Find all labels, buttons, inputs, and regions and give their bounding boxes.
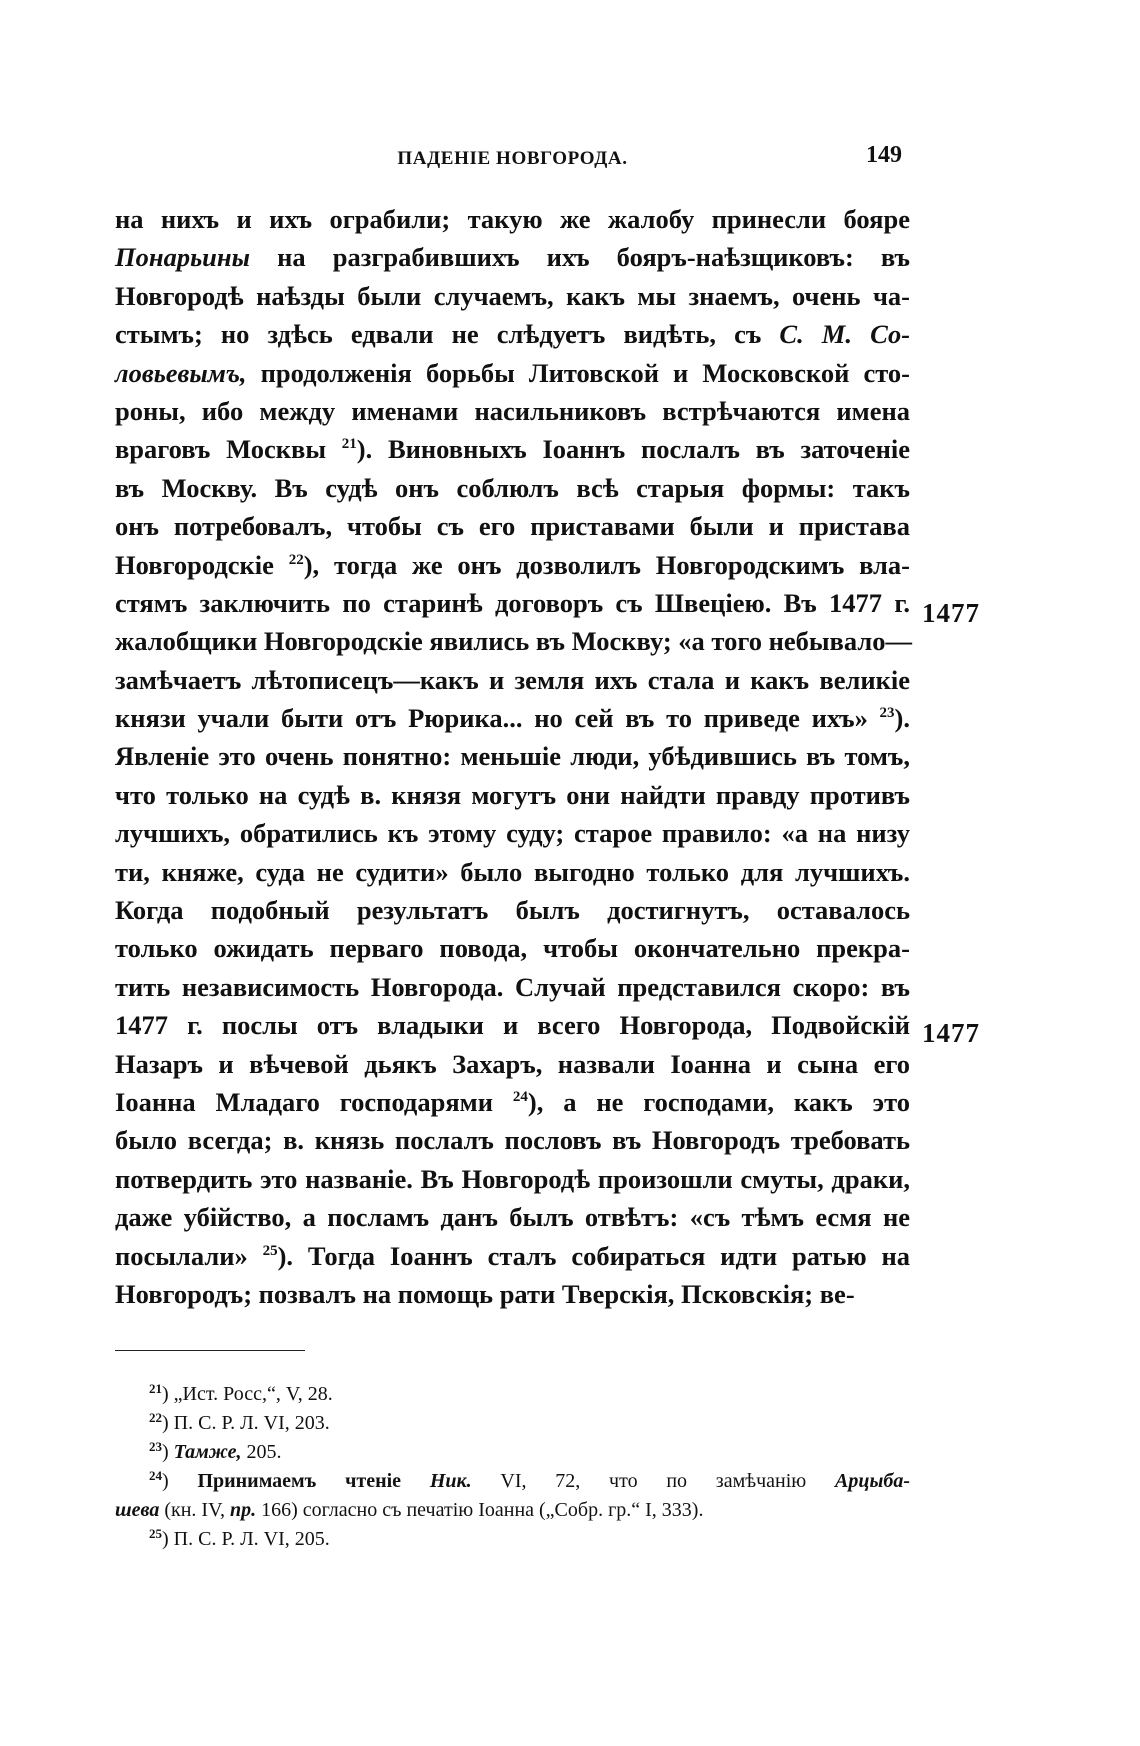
text-fragment: ). Виновныхъ Іоаннъ послалъ въ заточеніе xyxy=(356,434,911,465)
footnotes xyxy=(115,1380,910,1554)
text-line xyxy=(115,699,910,737)
footnote-marker: 24 xyxy=(149,1468,162,1483)
text-fragment: стымъ; но здѣсь едвали не слѣдуетъ видѣть, съ xyxy=(115,319,762,350)
footnote-text: П. С. Р. Л. VI, 205. xyxy=(173,1528,330,1550)
footnote-25: $^{25}$) П. С. Р. Л. VI, 205. xyxy=(149,1526,330,1550)
footnote-text: Принимаемъ чтеніе xyxy=(197,1470,402,1492)
footnote-24: $^{24}$) Принимаемъ чтеніе Ник. VI, 72, что по замѣчанію Арцыба- xyxy=(149,1468,910,1492)
text-line xyxy=(115,430,910,468)
text-fragment: ), тогда же онъ дозволилъ Новгородскимъ вла- xyxy=(303,549,910,580)
body-text xyxy=(115,200,910,1313)
footnote-marker: 22 xyxy=(149,1410,162,1425)
text-line: Когда подобный результатъ былъ достигнутъ, оставалось xyxy=(115,895,910,926)
margin-year-note: 1477 xyxy=(922,1018,980,1048)
text-fragment: Новгородскіе xyxy=(115,549,274,580)
text-line: Явленіе это очень понятно: меньшіе люди, убѣдившись въ томъ, xyxy=(115,741,910,772)
footnote-text: Ник. xyxy=(429,1470,472,1492)
running-head xyxy=(115,140,910,180)
text-fragment: ). Тогда Іоаннъ сталъ собираться идти ратью на xyxy=(277,1240,910,1271)
footnote-text: пр. xyxy=(229,1499,257,1521)
text-line: Новгородъ; позвалъ на помощь рати Тверскія, Псковскія; ве- xyxy=(115,1278,855,1309)
text-fragment: Іоанна Младаго господарями xyxy=(115,1086,493,1117)
text-line: 1477 г. послы отъ владыки и всего Новгорода, Подвойскій xyxy=(115,1010,910,1041)
text-line xyxy=(115,354,910,392)
footnote-22: $^{22}$) П. С. Р. Л. VI, 203. xyxy=(149,1410,330,1434)
text-line xyxy=(115,1083,910,1121)
footnote-text: (кн. IV, xyxy=(164,1499,225,1521)
text-line xyxy=(115,546,910,584)
footnote-text: Арцыба- xyxy=(835,1470,910,1492)
text-fragment: на разграбившихъ ихъ бояръ-наѣзщиковъ: въ xyxy=(277,242,911,273)
footnote-marker: 21 xyxy=(149,1381,162,1396)
text-line: лучшихъ, обратились къ этому суду; старое правило: «а на низу xyxy=(115,818,910,849)
footnote-ref: 24 xyxy=(512,1088,528,1105)
text-line: Новгородѣ наѣзды были случаемъ, какъ мы знаемъ, очень ча- xyxy=(115,280,910,311)
text-line xyxy=(115,1237,910,1275)
text-line: онъ потребовалъ, чтобы съ его приставами были и пристава xyxy=(115,511,910,542)
text-line: роны, ибо между именами насильниковъ встрѣчаются имена xyxy=(115,395,910,426)
footnote-ref: 21 xyxy=(341,436,357,453)
text-line xyxy=(115,238,910,276)
footnote-24-continued xyxy=(115,1496,910,1525)
text-line: что только на судѣ в. князя могутъ они найдти правду противъ xyxy=(115,779,910,810)
text-line: жалобщики Новгородскіе явились въ Москву; «а того небывало— xyxy=(115,626,912,657)
text-fragment: ), а не господами, какъ это xyxy=(527,1086,910,1117)
italic-name: С. М. Со- xyxy=(779,319,911,350)
page-number: 149 xyxy=(866,142,902,168)
footnote-text: П. С. Р. Л. VI, 203. xyxy=(173,1412,330,1434)
footnote-text: VI, 72, что по замѣчанію xyxy=(500,1470,807,1492)
footnote-ref: 22 xyxy=(288,551,304,568)
footnote-marker: 25 xyxy=(149,1526,162,1541)
italic-name: ловьевымъ, xyxy=(115,357,247,388)
text-line: только ожидать перваго повода, чтобы окончательно прекра- xyxy=(115,933,910,964)
footnote-text: Тамже, xyxy=(173,1441,242,1463)
running-title: ПАДЕНІЕ НОВГОРОДА. xyxy=(397,148,628,169)
text-line: въ Москву. Въ судѣ онъ соблюлъ всѣ старыя формы: такъ xyxy=(115,472,910,503)
text-line: замѣчаетъ лѣтописецъ—какъ и земля ихъ стала и какъ великіе xyxy=(115,664,910,695)
footnote-text: шева xyxy=(115,1499,160,1521)
text-line: даже убійство, а посламъ данъ былъ отвѣтъ: «съ тѣмъ есмя не xyxy=(115,1202,910,1233)
text-line: тить независимость Новгорода. Случай представился скоро: въ xyxy=(115,971,910,1002)
text-fragment: посылали» xyxy=(115,1240,248,1271)
text-fragment: ). xyxy=(894,703,910,734)
footnote-text: „Ист. Росс,“, V, 28. xyxy=(173,1383,333,1405)
footnote-23: $^{23}$) Тамже, 205. xyxy=(149,1439,282,1463)
text-line: потвердить это названіе. Въ Новгородѣ произошли смуты, драки, xyxy=(115,1163,910,1194)
footnote-marker: 23 xyxy=(149,1439,162,1454)
footnote-text: 205. xyxy=(246,1441,282,1463)
text-line: стямъ заключить по старинѣ договоръ съ Швеціею. Въ 1477 г. xyxy=(115,587,910,618)
text-line: Назаръ и вѣчевой дьякъ Захаръ, назвали Іоанна и сына его xyxy=(115,1048,910,1079)
footnote-ref: 25 xyxy=(262,1242,278,1259)
text-line xyxy=(115,315,910,353)
text-fragment: продолженія борьбы Литовской и Московской сто- xyxy=(260,357,910,388)
text-line: ти, княже, суда не судити» было выгодно только для лучшихъ. xyxy=(115,856,910,887)
footnote-rule xyxy=(115,1350,305,1351)
text-line: было всегда; в. князь послалъ пословъ въ Новгородъ требовать xyxy=(115,1125,910,1156)
text-fragment: враговъ Москвы xyxy=(115,434,327,465)
margin-year-note: 1477 xyxy=(922,598,980,628)
footnote-ref: 23 xyxy=(879,705,895,722)
italic-name: Понарьины xyxy=(115,242,251,273)
text-fragment: князи учали быти отъ Рюрика... но сей въ то приведе ихъ» xyxy=(115,703,868,734)
footnote-21: $^{21}$) „Ист. Росс,“, V, 28. xyxy=(149,1381,333,1405)
text-line: на нихъ и ихъ ограбили; такую же жалобу принесли бояре xyxy=(115,204,910,234)
footnote-text: 166) согласно съ печатію Іоанна („Собр. гр.“ I, 333). xyxy=(261,1499,704,1521)
